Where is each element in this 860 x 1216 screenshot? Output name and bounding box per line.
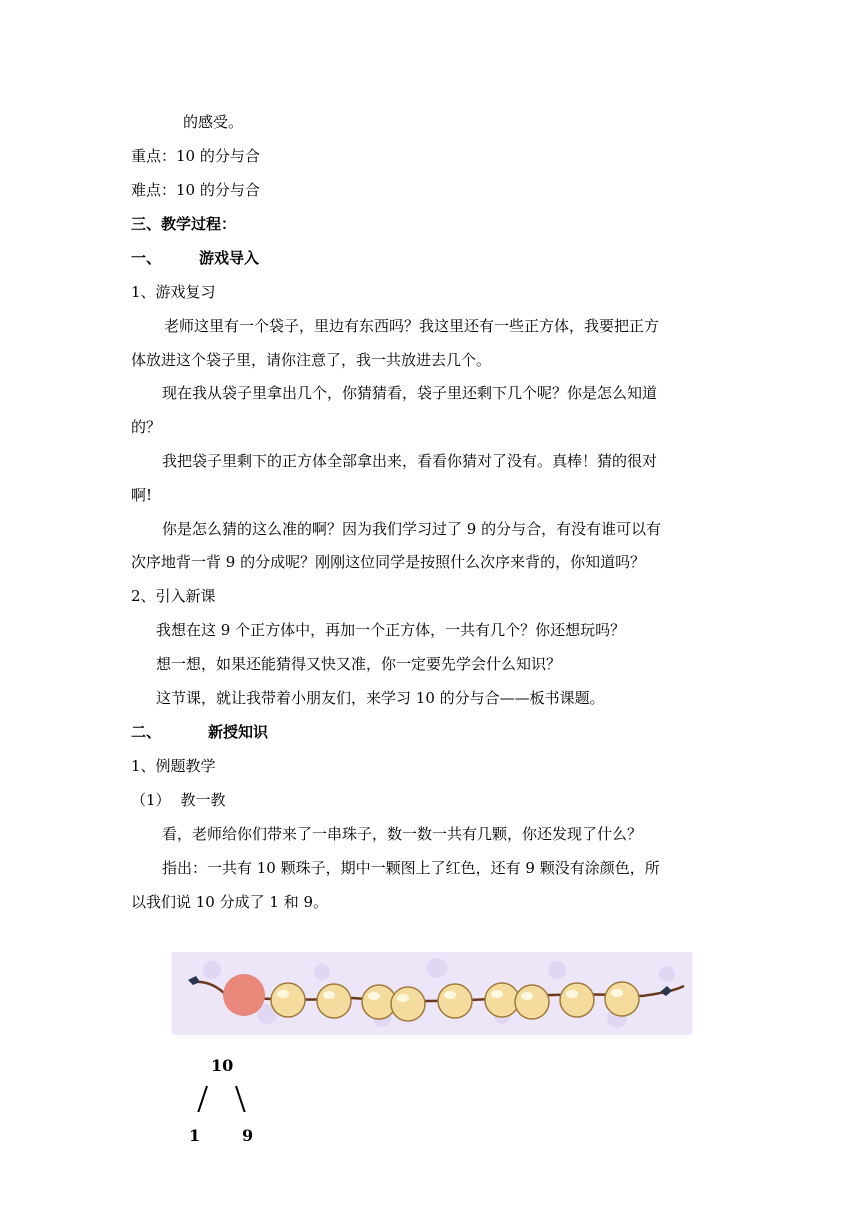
bead-plain — [271, 983, 305, 1017]
bead-red — [223, 974, 265, 1016]
bead-highlight — [444, 991, 456, 999]
heading-number: 二、 — [131, 723, 162, 741]
bead-highlight — [397, 994, 409, 1002]
item-number: （1） — [131, 791, 171, 809]
bond-part-left: 1 — [189, 1126, 201, 1145]
paragraph-line: 指出：一共有 10 颗珠子，期中一颗图上了红色，还有 9 颗没有涂颜色，所 — [162, 859, 660, 877]
bead-plain — [515, 985, 549, 1019]
paragraph-line: 老师这里有一个袋子，里边有东西吗？我这里还有一些正方体，我要把正方 — [164, 317, 660, 335]
bead-highlight — [521, 992, 533, 1000]
subsection-heading — [131, 722, 268, 742]
heading-number: 一、 — [131, 249, 162, 267]
text-line — [131, 790, 226, 810]
difficult-point: 难点：10 的分与合 — [131, 181, 260, 199]
bead-plain — [438, 984, 472, 1018]
paragraph-line: 现在我从袋子里拿出几个，你猜猜看，袋子里还剩下几个呢？你是怎么知道 — [162, 384, 658, 402]
number-bond — [180, 1052, 270, 1152]
paragraph-line: 体放进这个袋子里，请你注意了，我一共放进去几个。 — [131, 351, 492, 369]
paragraph-line: 我想在这 9 个正方体中，再加一个正方体，一共有几个？你还想玩吗？ — [156, 621, 626, 639]
paragraph-line: 次序地背一背 9 的分成呢？刚刚这位同学是按照什么次序来背的，你知道吗？ — [131, 553, 646, 571]
bead-plain — [317, 984, 351, 1018]
bead-plain — [605, 982, 639, 1016]
paragraph-line: 啊! — [131, 486, 153, 504]
paragraph-line: 以我们说 10 分成了 1 和 9。 — [131, 893, 329, 911]
bead-highlight — [323, 991, 335, 999]
text-line: 的感受。 — [183, 113, 244, 131]
bead-highlight — [491, 990, 503, 998]
bead-string-illustration — [172, 952, 692, 1035]
heading-text: 游戏导入 — [199, 249, 260, 267]
paragraph-line: 的？ — [131, 418, 162, 436]
bond-lines — [180, 1052, 270, 1112]
bond-part-right: 9 — [242, 1126, 254, 1145]
bond-line-right — [236, 1086, 246, 1112]
text-line: 1、例题教学 — [131, 757, 216, 775]
paragraph-line: 我把袋子里剩下的正方体全部拿出来，看看你猜对了没有。真棒！猜的很对 — [162, 452, 658, 470]
bead-highlight — [611, 989, 623, 997]
text-line: 1、游戏复习 — [131, 283, 216, 301]
bead-highlight — [277, 990, 289, 998]
bead-plain — [485, 983, 519, 1017]
bead-plain — [391, 987, 425, 1021]
paragraph-line: 这节课，就让我带着小朋友们，来学习 10 的分与合——板书课题。 — [156, 689, 605, 707]
paragraph-line: 想一想，如果还能猜得又快又准，你一定要先学会什么知识？ — [156, 655, 562, 673]
heading-text: 新授知识 — [208, 723, 269, 741]
bond-total: 10 — [211, 1056, 234, 1075]
paragraph-line: 你是怎么猜的这么准的啊？因为我们学习过了 9 的分与合，有没有谁可以有 — [162, 520, 662, 538]
item-text: 教一教 — [180, 791, 226, 809]
bond-line-left — [197, 1086, 207, 1112]
bead-plain — [560, 983, 594, 1017]
bead-highlight — [566, 990, 578, 998]
subsection-heading — [131, 248, 259, 268]
text-line: 2、引入新课 — [131, 587, 216, 605]
bead-highlight — [368, 992, 380, 1000]
section-heading: 三、教学过程： — [131, 215, 237, 233]
key-point: 重点：10 的分与合 — [131, 147, 260, 165]
paragraph-line: 看，老师给你们带来了一串珠子，数一数一共有几颗，你还发现了什么？ — [162, 825, 643, 843]
